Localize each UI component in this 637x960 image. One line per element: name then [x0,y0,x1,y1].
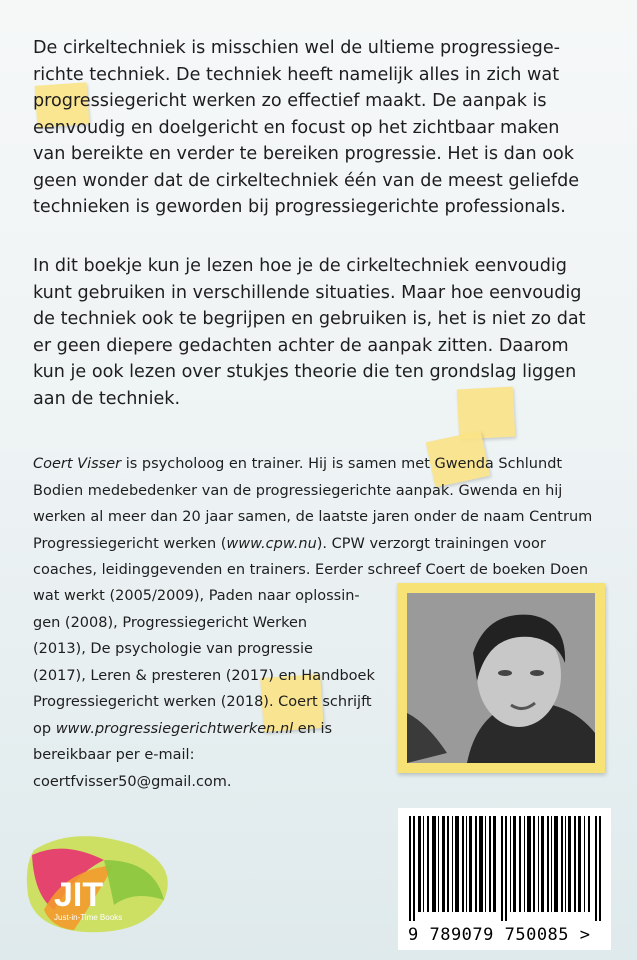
bio-line: Bodien medebedenker van de progressiegerichte aanpak. Gwenda en hij [33,482,563,499]
text-line: aan de techniek. [33,388,181,409]
isbn-number: 9 789079 750085 > [408,925,591,945]
logo-brand-text: JIT [54,876,104,914]
bio-line [33,716,390,743]
portrait-illustration [407,593,595,763]
bio-line [33,531,610,558]
text-line: kun je ook lezen over stukjes theorie die ten grondslag liggen [33,362,577,382]
text-line: geen wonder dat de cirkeltechniek één van de meest geliefde [33,170,580,191]
bio-line-text: Progressiegericht werken ( [33,535,227,552]
jit-logo-icon [14,820,184,940]
author-photo [407,593,595,763]
author-name: Coert Visser [33,456,122,472]
author-website-link[interactable]: www.progressiegerichtwerken.nl [55,720,294,737]
text-line: de techniek ook te begrijpen en gebruiken is, het is niet zo dat [33,309,586,329]
author-photo-frame [397,583,605,773]
barcode-bars [405,816,605,921]
bio-line-text: en is [293,720,333,737]
author-bio-top [33,451,610,584]
author-email[interactable]: coertfvisser50@gmail.com. [33,773,232,790]
bio-line: coaches, leidinggevenden en trainers. Eerder schreef Coert de boeken Doen [33,562,589,578]
book-description-paragraph [33,253,610,412]
text-line: richte techniek. De techniek heeft namelijk alles in zich wat [33,64,560,85]
publisher-logo [14,820,184,940]
bio-line: werken al meer dan 20 jaar samen, de laatste jaren onder de naam Centrum [33,509,593,525]
bio-line: (2013), De psychologie van progressie [33,641,313,657]
text-line: technieken is geworden bij progressiegerichte professionals. [33,197,566,217]
text-line: progressiegericht werken zo effectief maakt. De aanpak is [33,91,547,111]
bio-line-text: is psycholoog en trainer. Hij is samen met Gwenda Schlundt [121,456,563,472]
text-line: De cirkeltechniek is misschien wel de ultieme progressiege- [33,38,560,58]
text-line: van bereikte en verder te bereiken progressie. Het is dan ook [33,144,574,164]
bio-line: (2017), Leren & presteren (2017) en Handboek [33,667,375,684]
text-line: In dit boekje kun je lezen hoe je de cirkeltechniek eenvoudig [33,256,567,276]
cpw-website-link[interactable]: www.cpw.nu [226,535,317,552]
bio-line [33,451,610,478]
intro-paragraph [33,35,610,221]
bio-line: wat werkt (2005/2009), Paden naar oplossin- [33,588,360,604]
bio-line-text: op [33,720,56,737]
bio-line: Progressiegericht werken (2018). Coert schrijft [33,694,372,710]
bio-line: bereikbaar per e-mail: [33,747,195,763]
bio-line-text: ). CPW verzorgt trainingen voor [316,535,546,552]
bio-line: gen (2008), Progressiegericht Werken [33,614,308,631]
text-line: eenvoudig en doelgericht en focust op het zichtbaar maken [33,117,560,138]
isbn-barcode [398,808,611,950]
author-bio-bottom [33,583,390,795]
text-line: kunt gebruiken in verschillende situaties. Maar hoe eenvoudig [33,282,582,303]
logo-tagline: Just-in-Time Books [54,913,123,922]
text-line: er geen diepere gedachten achter de aanpak zitten. Daarom [33,335,569,356]
